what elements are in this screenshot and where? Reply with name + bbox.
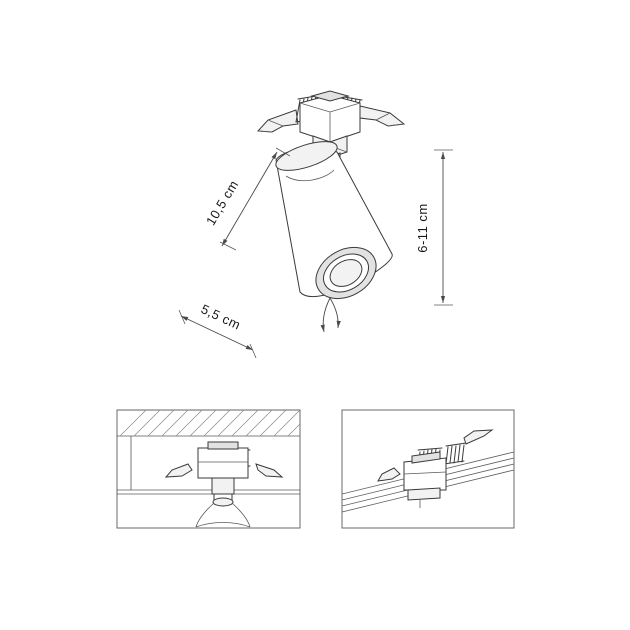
dimension-length-label: 10,5 cm xyxy=(202,177,242,228)
ceiling-section-detail xyxy=(117,410,300,528)
dimension-recess-depth xyxy=(415,150,453,305)
cylinder-body xyxy=(273,136,393,309)
dimension-diameter-label: 5,5 cm xyxy=(198,301,244,333)
track-mount-detail xyxy=(342,410,514,528)
main-spotlight-view xyxy=(179,91,453,358)
tilt-rotation-arrow xyxy=(323,298,338,332)
dimension-recess-depth-label: 6-11 cm xyxy=(415,203,430,253)
dimension-diameter xyxy=(179,301,256,358)
